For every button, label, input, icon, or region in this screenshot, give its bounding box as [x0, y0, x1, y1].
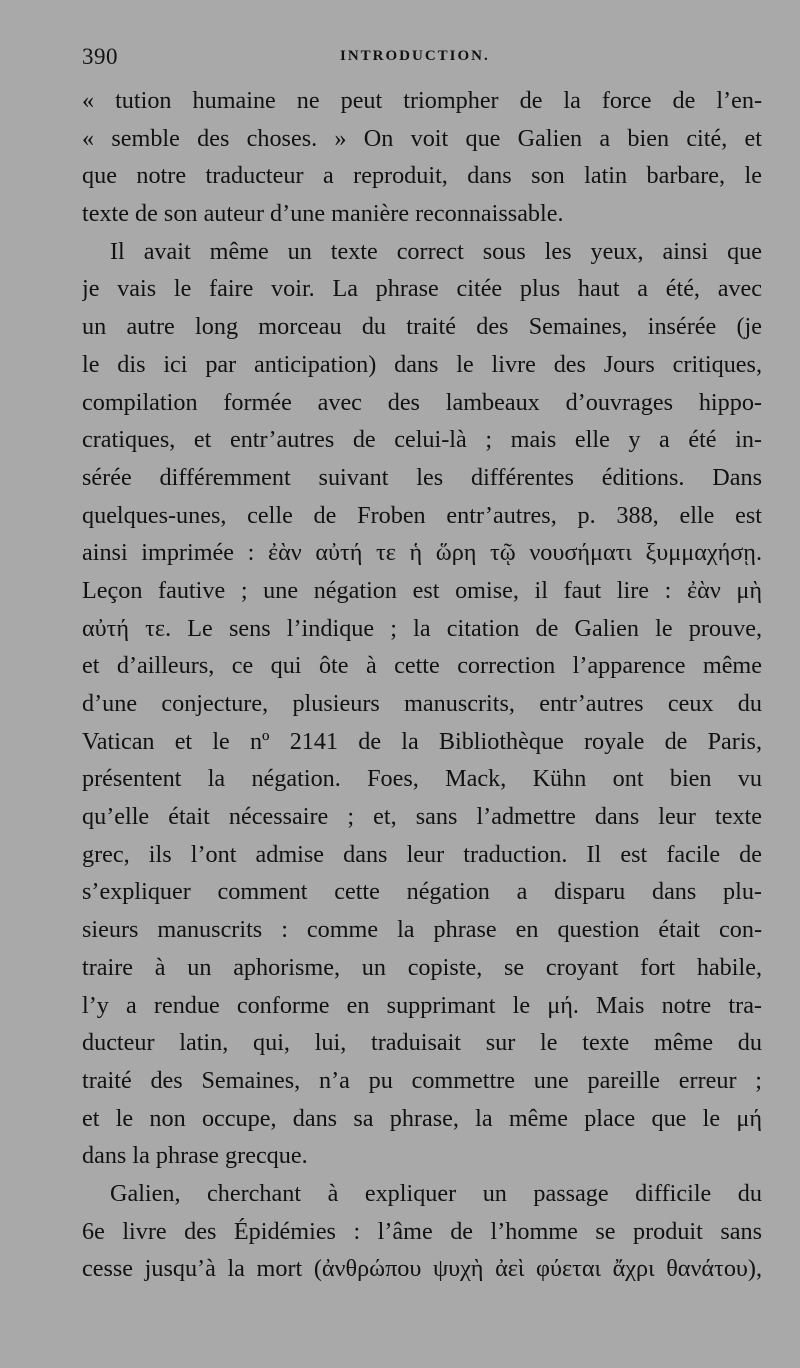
- paragraph-1: [82, 82, 762, 233]
- text-line: texte de son auteur d’une manière reconnaissable.: [82, 200, 564, 228]
- text-line: le dis ici par anticipation) dans le livre des Jours critiques,: [82, 350, 762, 378]
- text-line: 6e livre des Épidémies : l’âme de l’homme se produit sans: [82, 1217, 762, 1245]
- text-line: un autre long morceau du traité des Semaines, insérée (je: [82, 313, 762, 341]
- text-line: qu’elle était nécessaire ; et, sans l’admettre dans leur texte: [82, 803, 762, 831]
- text-line: sieurs manuscrits : comme la phrase en question était con-: [82, 916, 762, 944]
- text-line: ainsi imprimée : ἐὰν αὐτή τε ἡ ὥρη τῷ νουσήματι ξυμμαχήσῃ.: [82, 539, 762, 567]
- text-line: Il avait même un texte correct sous les yeux, ainsi que: [110, 237, 762, 265]
- paragraph-3: [82, 1175, 762, 1288]
- text-body: [82, 82, 762, 1288]
- text-line: s’expliquer comment cette négation a disparu dans plu-: [82, 878, 762, 906]
- text-line: présentent la négation. Foes, Mack, Kühn ont bien vu: [82, 765, 762, 793]
- text-line: cesse jusqu’à la mort (ἀνθρώπου ψυχὴ ἀεὶ φύεται ἄχρι θανάτου),: [82, 1255, 762, 1283]
- text-line: compilation formée avec des lambeaux d’ouvrages hippo-: [82, 388, 762, 416]
- text-line: et le non occupe, dans sa phrase, la même place que le μή: [82, 1104, 762, 1132]
- text-line: d’une conjecture, plusieurs manuscrits, entr’autres ceux du: [82, 690, 762, 717]
- text-line: traire à un aphorisme, un copiste, se croyant fort habile,: [82, 953, 762, 981]
- running-title: INTRODUCTION.: [340, 48, 490, 64]
- text-line: cratiques, et entr’autres de celui-là ; mais elle y a été in-: [82, 426, 762, 454]
- text-line: je vais le faire voir. La phrase citée plus haut a été, avec: [82, 275, 762, 303]
- text-line: grec, ils l’ont admise dans leur traduction. Il est facile de: [82, 840, 762, 868]
- text-line: dans la phrase grecque.: [82, 1142, 308, 1170]
- text-line: que notre traducteur a reproduit, dans son latin barbare, le: [82, 162, 762, 190]
- text-line: αὐτή τε. Le sens l’indique ; la citation de Galien le prouve,: [82, 614, 762, 642]
- text-line: sérée différemment suivant les différentes éditions. Dans: [82, 463, 762, 491]
- text-line: Galien, cherchant à expliquer un passage difficile du: [110, 1179, 762, 1207]
- text-line: Vatican et le nº 2141 de la Bibliothèque royale de Paris,: [82, 727, 762, 755]
- text-line: quelques-unes, celle de Froben entr’autres, p. 388, elle est: [82, 501, 762, 529]
- page-number: 390: [82, 44, 118, 69]
- text-line: traité des Semaines, n’a pu commettre une pareille erreur ;: [82, 1066, 762, 1094]
- paragraph-2: [82, 233, 762, 1175]
- text-line: ducteur latin, qui, lui, traduisait sur le texte même du: [82, 1029, 762, 1057]
- text-line: Leçon fautive ; une négation est omise, il faut lire : ἐὰν μὴ: [82, 576, 762, 604]
- text-line: « semble des choses. » On voit que Galien a bien cité, et: [82, 124, 762, 152]
- text-line: et d’ailleurs, ce qui ôte à cette correction l’apparence même: [82, 652, 762, 680]
- text-line: « tution humaine ne peut triompher de la force de l’en-: [82, 87, 762, 114]
- running-head: [82, 38, 762, 82]
- text-line: l’y a rendue conforme en supprimant le μή. Mais notre tra-: [82, 991, 762, 1019]
